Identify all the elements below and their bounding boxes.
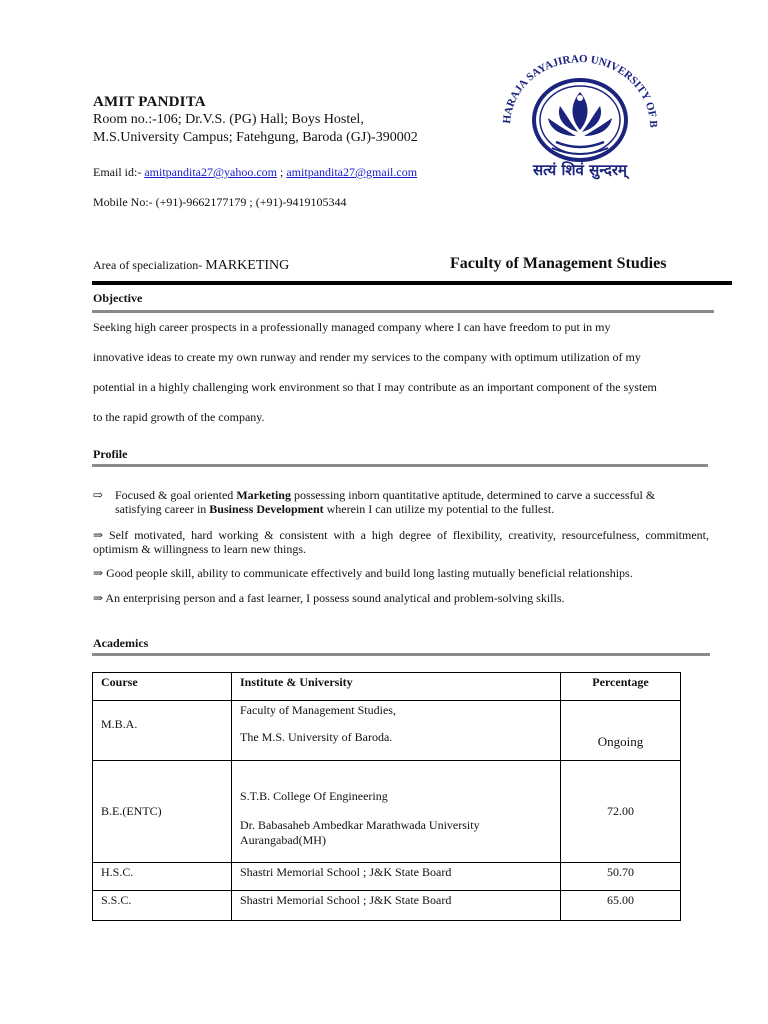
candidate-name: AMIT PANDITA xyxy=(93,94,206,110)
arrow-bullet-icon: ⇒ xyxy=(93,528,109,542)
header-course: Course xyxy=(93,673,232,701)
header-institute: Institute & University xyxy=(232,673,561,701)
objective-line-1: Seeking high career prospects in a professionally managed company where I can have freedom to put in my xyxy=(93,320,611,334)
arrow-bullet-icon: ⇨ xyxy=(93,488,104,502)
specialization xyxy=(93,258,289,274)
objective-divider xyxy=(92,310,714,313)
faculty-title: Faculty of Management Studies xyxy=(450,255,667,272)
arrow-bullet-icon: ⇒ xyxy=(93,591,106,605)
email-link-yahoo[interactable]: amitpandita27@yahoo.com xyxy=(144,165,278,179)
institute-cell: S.T.B. College Of Engineering Dr. Babasaheb Ambedkar Marathwada University Aurangabad(MH) xyxy=(232,761,561,863)
profile-heading: Profile xyxy=(93,447,128,461)
objective-heading: Objective xyxy=(93,291,143,305)
email-line xyxy=(93,165,417,180)
table-row xyxy=(93,891,681,921)
objective-line-3: potential in a highly challenging work environment so that I may contribute as an important component of the system xyxy=(93,380,657,394)
course-cell: H.S.C. xyxy=(93,863,232,891)
profile-bullet-2: ⇒ Self motivated, hard working & consistent with a high degree of flexibility, creativity, resourcefulness, commitment, optimism & willingness to learn new things. xyxy=(93,528,709,556)
address-line-2: M.S.University Campus; Fatehgung, Baroda (GJ)-390002 xyxy=(93,130,418,145)
email-label: Email id:- xyxy=(93,165,145,179)
table-row xyxy=(93,701,681,761)
mobile-line: Mobile No:- (+91)-9662177179 ; (+91)-9419105344 xyxy=(93,195,347,209)
academics-divider xyxy=(92,653,710,656)
table-row xyxy=(93,761,681,863)
course-cell: S.S.C. xyxy=(93,891,232,921)
institute-cell: Faculty of Management Studies, The M.S. University of Baroda. xyxy=(232,701,561,761)
objective-line-4: to the rapid growth of the company. xyxy=(93,410,265,424)
specialization-label: Area of specialization- xyxy=(93,258,206,272)
arrow-bullet-icon: ⇒ xyxy=(93,566,107,580)
email-separator: ; xyxy=(277,165,287,179)
profile-divider xyxy=(92,464,708,467)
logo-motto: सत्यं शिवं सुन्दरम् xyxy=(533,161,627,179)
institute-cell: Shastri Memorial School ; J&K State Board xyxy=(232,863,561,891)
table-header-row xyxy=(93,673,681,701)
profile-bullet-1: ⇨ Focused & goal oriented Marketing possessing inborn quantitative aptitude, determined to carve a successful & satisfying career in Business Development wherein I can utilize my potential to the fullest. xyxy=(93,488,656,516)
table-row xyxy=(93,863,681,891)
academics-table xyxy=(92,672,681,921)
percentage-cell: 65.00 xyxy=(561,891,681,921)
header-divider xyxy=(92,281,732,285)
logo-arc-text: HARAJA SAYAJIRAO UNIVERSITY OF B xyxy=(500,53,660,128)
percentage-cell: 50.70 xyxy=(561,863,681,891)
profile-bullet-3: ⇒ Good people skill, ability to communicate effectively and build long lasting mutually beneficial relationships. xyxy=(93,566,633,580)
course-cell: B.E.(ENTC) xyxy=(93,761,232,863)
university-logo xyxy=(490,48,672,184)
percentage-cell: 72.00 xyxy=(561,761,681,863)
profile-bullet-4: ⇒ An enterprising person and a fast learner, I possess sound analytical and problem-solving skills. xyxy=(93,591,565,605)
percentage-cell: Ongoing xyxy=(561,701,681,761)
header-percentage: Percentage xyxy=(561,673,681,701)
email-link-gmail[interactable]: amitpandita27@gmail.com xyxy=(286,165,418,179)
objective-line-2: innovative ideas to create my own runway and render my services to the company with optimum utilization of my xyxy=(93,350,641,364)
course-cell: M.B.A. xyxy=(93,701,232,761)
academics-heading: Academics xyxy=(93,636,149,650)
specialization-value: MARKETING xyxy=(205,258,290,273)
address-line-1: Room no.:-106; Dr.V.S. (PG) Hall; Boys Hostel, xyxy=(93,112,364,127)
institute-cell: Shastri Memorial School ; J&K State Board xyxy=(232,891,561,921)
